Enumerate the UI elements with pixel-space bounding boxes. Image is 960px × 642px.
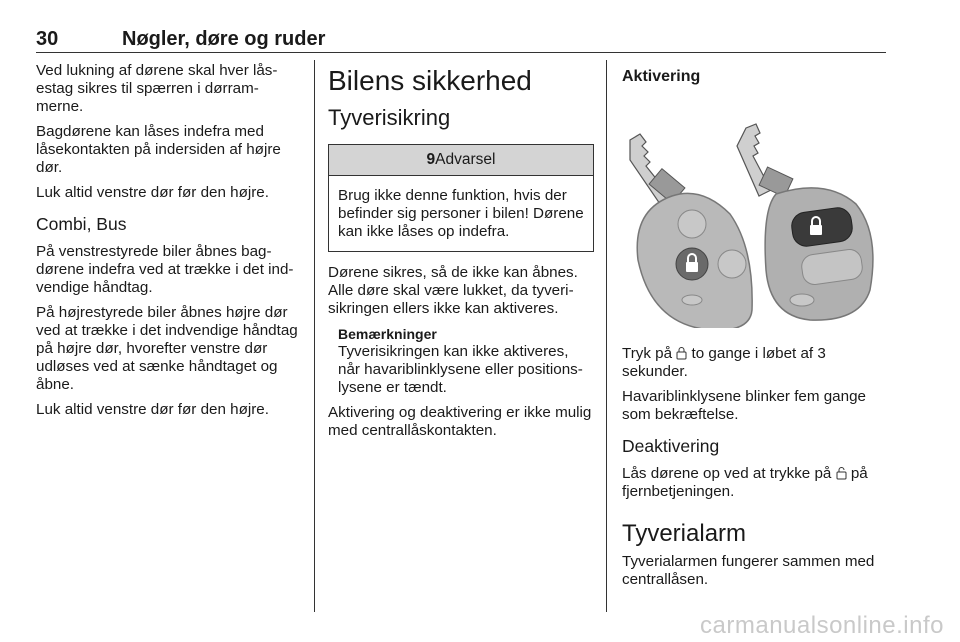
unlock-icon: [836, 466, 847, 480]
page-number: 30: [36, 28, 59, 50]
section-heading-tyverialarm: Tyverialarm: [622, 520, 747, 547]
warning-box: [328, 144, 594, 252]
paragraph: [622, 465, 886, 501]
column-1: [36, 62, 300, 426]
warning-text: Brug ikke denne funktion, hvis der befinder sig personer i bilen! Dørene kan ikke låses op indefra.: [338, 187, 584, 240]
note-title: Bemærkninger: [338, 326, 437, 342]
note-block: [328, 325, 594, 397]
paragraph: Tyverialarmen fungerer sammen med centrallåsen.: [622, 553, 875, 588]
page-header: [36, 6, 886, 50]
watermark: carmanualsonline.info: [700, 612, 944, 639]
remote-key-illustration: [622, 114, 886, 328]
paragraph: Bagdørene kan låses indefra med låsekontakten på indersiden af højre dør.: [36, 123, 281, 176]
paragraph: Dørene sikres, så de ikke kan åbnes. Alle døre skal være lukket, da tyverisikringen ellers ikke kan aktiveres.: [328, 264, 578, 317]
paragraph: På venstrestyrede biler åbnes bagdørene indefra ved at trække i det indvendige håndtag.: [36, 243, 294, 296]
warning-triangle-icon: 9: [426, 151, 436, 168]
key-right: [737, 124, 873, 320]
main-heading: Bilens sikkerhed: [328, 65, 532, 96]
paragraph: Luk altid venstre dør før den højre.: [36, 184, 269, 201]
warning-header: [329, 145, 593, 176]
paragraph: [622, 345, 886, 381]
paragraph: Havariblinklysene blinker fem gange som bekræftelse.: [622, 388, 866, 423]
key-left: [630, 134, 752, 328]
section-heading-combi-bus: Combi, Bus: [36, 214, 127, 234]
sub-heading: Tyverisikring: [328, 105, 451, 130]
text-span: to gange i løbet af 3 sekunder.: [622, 345, 826, 380]
text-span: Lås dørene op ved at trykke på: [622, 465, 832, 482]
header-rule: [36, 52, 886, 53]
column-divider-2: [606, 60, 607, 612]
lock-icon: [676, 346, 687, 360]
warning-title: Advarsel: [435, 151, 496, 168]
text-span: Tryk på: [622, 345, 673, 362]
paragraph: Ved lukning af dørene skal hver låsestag sikres til spærren i dørrammerne.: [36, 62, 278, 115]
section-heading-aktivering: Aktivering: [622, 68, 701, 85]
section-heading-deaktivering: Deaktivering: [622, 436, 720, 456]
column-divider-1: [314, 60, 315, 612]
column-2: [328, 64, 594, 447]
text-span: på fjernbetjeningen.: [622, 465, 868, 500]
paragraph: Luk altid venstre dør før den højre.: [36, 401, 269, 418]
column-3: [622, 62, 886, 596]
paragraph: Aktivering og deaktivering er ikke mulig med centrallåskontakten.: [328, 404, 592, 439]
chapter-title: Nøgler, døre og ruder: [122, 28, 326, 50]
note-text: Tyverisikringen kan ikke aktiveres, når havariblinklysene eller positionslysene er tændt.: [338, 343, 583, 396]
paragraph: På højrestyrede biler åbnes højre dør ved at trække i det indvendige håndtag på højre dør, hvorefter venstre dør udløses ved at sænke håndtaget og åbne.: [36, 304, 298, 393]
